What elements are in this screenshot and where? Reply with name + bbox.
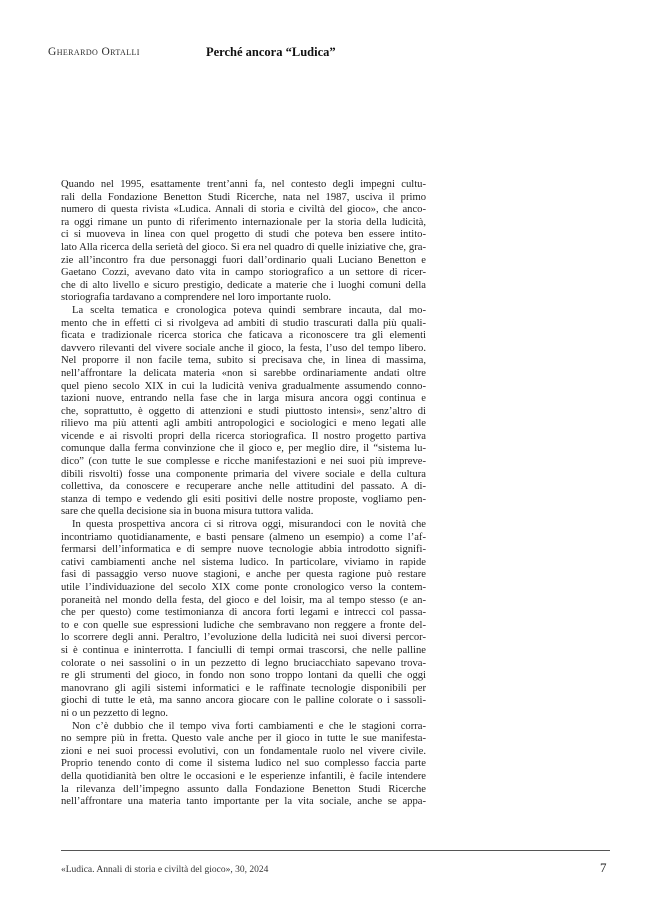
text-line: nell’affrontare la delicata materia «non si sarebbe ordinariamente andati oltre [61, 367, 426, 379]
text-line: ra oggi rimane un punto di riferimento internazionale per la storia della ludicità, [61, 216, 426, 228]
text-line: sare che quella decisione sia in buona misura tuttora valida. [61, 506, 314, 518]
text-line: to e con quelle sue espressioni ludiche che sembravano non reggere a fronte del- [61, 619, 426, 631]
text-line: fasi di passaggio verso nuove stagioni, e anche per questa ragione può restare [61, 569, 426, 581]
text-line: che di alto livello e sicuro prestigio, dedicate a materie che i luoghi comuni della [61, 279, 426, 291]
text-line: colorate o nei sassolini o in un pezzetto di legno bruciacchiato sapevano trova- [61, 657, 426, 669]
text-line: che per questo) come testimonianza di ancora forti legami e intrecci col passa- [61, 607, 426, 619]
page-number: 7 [600, 860, 607, 875]
text-line: La scelta tematica e cronologica poteva quindi sembrare incauta, dal mo- [72, 304, 426, 316]
text-line: che, soprattutto, è oggetto di attenzioni e studi piuttosto intensi», senz’altro di [61, 405, 426, 417]
text-line: nell’affrontare una materia tanto importante per la vita sociale, anche se appa- [61, 796, 426, 808]
author-name: Gherardo Ortalli [48, 46, 140, 58]
article-title: Perché ancora “Ludica” [206, 45, 336, 59]
footer-divider [61, 850, 610, 851]
text-line: quel pieno secolo XIX in cui la ludicità veniva gradualmente assumendo conno- [61, 380, 426, 392]
text-line: Gaetano Cozzi, avevano dato vita in campo storiografico a un settore di ricer- [61, 267, 426, 279]
text-line: cativi cambiamenti anche nel sistema ludico. In particolare, viviamo in rapide [61, 556, 426, 568]
text-line: comunque dalla ferma convinzione che il gioco e, per meglio dire, il “sistema lu- [61, 443, 426, 455]
text-line: lo scorrere degli anni. Peraltro, l’evoluzione della ludicità nei suoi diversi percor- [61, 632, 426, 644]
text-line: dico” (con tutte le sue complesse e ricche manifestazioni e nei suoi più impreve- [61, 456, 426, 468]
text-line: la rilevanza dell’impegno assunto dalla Fondazione Benetton Studi Ricerche [61, 783, 426, 795]
text-line: zie all’incontro fra due personaggi fuori dall’ordinario quali Luciano Benetton e [61, 254, 426, 266]
text-line: lato Alla ricerca della serietà del gioco. Si era nel quadro di quelle iniziative che, gra- [61, 241, 426, 253]
text-line: poraneità nel mondo della festa, del gioco e del loisir, ma al tempo stesso (e an- [61, 594, 426, 606]
text-line: numero di questa rivista «Ludica. Annali di storia e civiltà del gioco», che anco- [61, 204, 426, 216]
text-line: si è continua e ininterrotta. I fanciulli di tempi ormai trascorsi, che nelle palline [61, 644, 426, 656]
text-line: Non c’è dubbio che il tempo viva forti cambiamenti e che le stagioni corra- [72, 720, 426, 732]
text-line: storiografia tardavano a comprendere nel loro importante ruolo. [61, 292, 332, 304]
text-line: tazioni nuove, entrando nella fase che in larga misura ancora oggi continua e [61, 393, 426, 405]
text-line: re gli strumenti del gioco, in fondo non sono troppo lontani da quelli che oggi [61, 670, 426, 682]
text-line: della quotidianità ben oltre le occasioni e le esperienze infantili, è facile intendere [61, 770, 426, 782]
running-header [48, 46, 608, 66]
text-line: zioni e nei suoi processi evolutivi, con un fondamentale ruolo nel vivere civile. [61, 745, 426, 757]
text-line: incontriamo quotidianamente, e basti pensare (almeno un esempio) a come l’af- [61, 531, 426, 543]
text-line: utile l’individuazione del secolo XIX come ponte cronologico verso la contem- [61, 582, 426, 593]
text-line: dibili risvolti) fosse una componente primaria del vivere sociale e della cultura [61, 468, 426, 480]
text-line: ni o un pezzetto di legno. [61, 707, 169, 719]
text-line: fermarsi dell’informatica e di sempre nuove tecnologie abbia introdotto signifi- [61, 544, 426, 556]
text-line: collettiva, da conoscere e recuperare anche nelle attitudini del passato. A di- [61, 481, 426, 493]
text-line: no sempre più in fretta. Questo vale anche per il gioco in tutte le sue manifesta- [61, 733, 426, 745]
text-line: rilievo ma più attenti agli ambiti antropologici e sociologici e meno legati alle [61, 418, 426, 430]
text-line: In questa prospettiva ancora ci si ritrova oggi, misurandoci con le novità che [72, 519, 426, 531]
article-body [61, 179, 426, 809]
journal-citation: «Ludica. Annali di storia e civiltà del gioco», 30, 2024 [61, 865, 269, 875]
text-line: mento che in effetti ci si rivolgeva ad ambiti di studio trascurati dalla più quali- [61, 317, 426, 329]
text-line: Quando nel 1995, esattamente trent’anni fa, nel contesto degli impegni cultu- [61, 179, 426, 190]
text-line: rali della Fondazione Benetton Studi Ricerche, nata nel 1987, usciva il primo [61, 191, 426, 203]
text-line: vicende e ai risvolti propri della ricerca storiografica. Il nostro progetto partiva [61, 430, 426, 442]
text-line: stanza di tempo e vedendo gli esiti positivi delle nostre proposte, vogliamo pen- [61, 493, 426, 505]
text-line: manovrano gli agili sistemi informatici e le raffinate tecnologie disponibili per [61, 682, 426, 694]
text-line: ficata e tradizionale ricerca storica che faticava a riconoscere tra gli elementi [61, 330, 426, 342]
text-line: Nel proporre il non facile tema, subito si precisava che, in linea di massima, [61, 355, 426, 367]
text-line: giochi di tutte le età, ma sanno ancora giocare con le palline colorate o i sassoli- [61, 695, 426, 707]
text-line: ci si muoveva in linea con quel progetto di studi che poteva ben essere intito- [61, 229, 426, 241]
text-line: davvero rilevanti del vivere sociale anche il gioco, la festa, l’uso del tempo libero. [61, 342, 426, 354]
text-line: Proprio tenendo conto di come il sistema ludico nel suo complesso faccia parte [61, 758, 426, 770]
